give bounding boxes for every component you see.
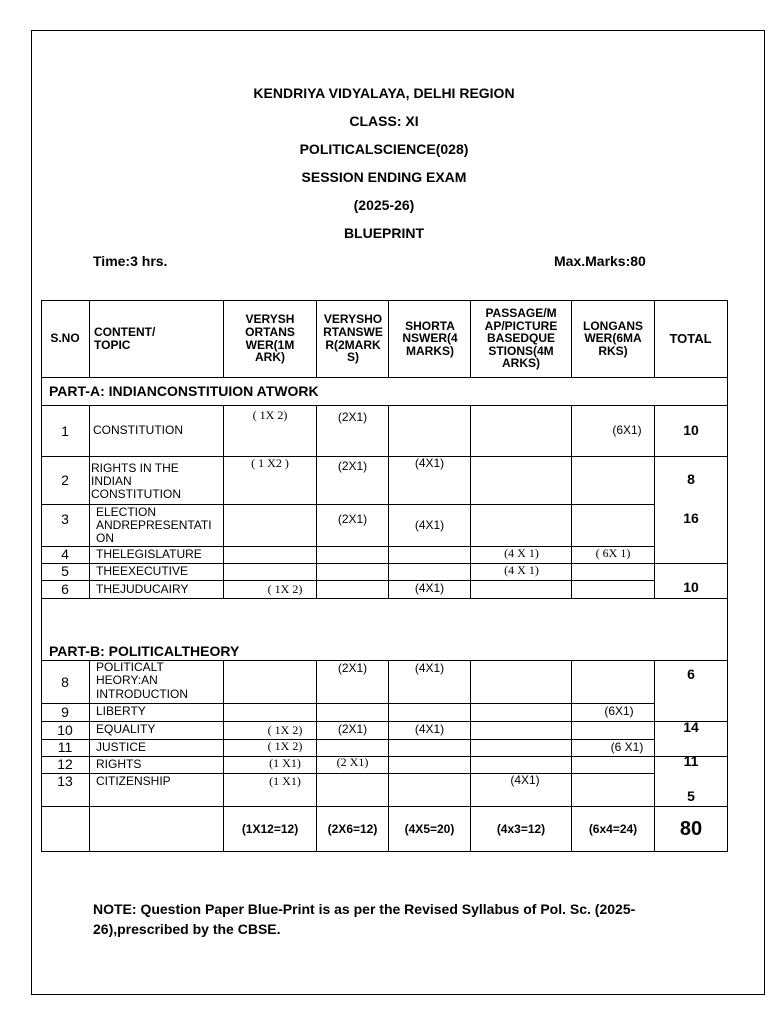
row-vsa2: (2 X1)	[336, 755, 369, 770]
row-passage: (4 X 1)	[504, 546, 539, 561]
total-cell: 14	[683, 718, 699, 735]
row-vsa1: ( 1X 2)	[252, 407, 288, 422]
row-vsa1: (1 X1)	[269, 756, 301, 771]
total-cell: 6	[687, 665, 695, 682]
row-vsa2: (2X1)	[337, 660, 368, 675]
total-cell: 10	[683, 578, 699, 595]
row-la: (6X1)	[612, 422, 642, 437]
summary-la: (6x4=24)	[588, 821, 638, 836]
class-label: CLASS: XI	[349, 113, 419, 129]
time-label: Time:3 hrs.	[93, 253, 168, 269]
doc-title: BLUEPRINT	[343, 225, 425, 241]
col-header-sa: SHORTA NSWER(4 MARKS)	[402, 318, 458, 358]
row-topic: EQUALITY	[96, 722, 156, 737]
row-topic: JUSTICE	[96, 739, 147, 754]
row-vsa2: (2X1)	[337, 511, 368, 526]
row-sa: (4X1)	[414, 455, 445, 470]
part-a-heading: PART-A: INDIANCONSTITUION ATWORK	[49, 383, 319, 399]
school-name: KENDRIYA VIDYALAYA, DELHI REGION	[253, 85, 515, 101]
col-header-total: TOTAL	[669, 330, 712, 346]
row-sno: 11	[57, 739, 73, 756]
row-sno: 10	[57, 721, 73, 738]
summary-vsa2: (2X6=12)	[327, 821, 378, 836]
row-sno: 8	[61, 673, 69, 690]
row-sa: (4X1)	[414, 581, 445, 596]
year-label: (2025-26)	[353, 197, 415, 213]
total-cell: 5	[687, 787, 695, 804]
row-sno: 6	[61, 581, 69, 598]
row-sa: (4X1)	[414, 721, 445, 736]
row-sno: 12	[57, 756, 73, 773]
row-topic: RIGHTS IN THE INDIAN CONSTITUTION	[91, 460, 181, 502]
row-topic: LIBERTY	[96, 704, 146, 719]
total-cell: 16	[683, 509, 699, 526]
row-la: (6 X1)	[610, 740, 644, 755]
row-sno: 2	[61, 472, 69, 489]
row-topic: CONSTITUTION	[93, 423, 183, 438]
summary-sa: (4X5=20)	[404, 821, 455, 836]
col-header-vsa2: VERYSHO RTANSWE R(2MARK S)	[323, 312, 383, 365]
row-sno: 4	[61, 546, 69, 563]
subject-label: POLITICALSCIENCE(028)	[299, 141, 469, 157]
row-vsa2: (2X1)	[337, 721, 368, 736]
row-topic: POLITICALT HEORY:AN INTRODUCTION	[96, 660, 188, 701]
total-cell: 11	[683, 752, 699, 769]
row-sa: (4X1)	[414, 660, 445, 675]
row-vsa1: ( 1X 2)	[267, 722, 303, 737]
blueprint-table	[41, 300, 728, 852]
row-sno: 5	[61, 563, 69, 580]
row-passage: (4X1)	[510, 773, 540, 788]
row-sno: 1	[61, 422, 69, 439]
col-header-vsa1: VERYSH ORTANS WER(1M ARK)	[245, 312, 295, 365]
row-topic: THELEGISLATURE	[96, 546, 202, 561]
row-passage: (4 X 1)	[504, 563, 539, 578]
row-topic: RIGHTS	[96, 756, 142, 771]
part-b-heading: PART-B: POLITICALTHEORY	[49, 643, 240, 659]
row-vsa1: (1 X1)	[269, 774, 301, 789]
row-la: (6X1)	[604, 703, 634, 718]
col-header-la: LONGANS WER(6MA RKS)	[583, 318, 643, 358]
row-topic: THEEXECUTIVE	[96, 563, 189, 578]
row-sno: 3	[61, 510, 69, 527]
col-header-sno: S.NO	[50, 331, 80, 346]
row-vsa2: (2X1)	[337, 409, 368, 424]
summary-vsa1: (1X12=12)	[241, 821, 299, 836]
total-cell: 8	[687, 470, 695, 487]
row-la: ( 6X 1)	[595, 546, 631, 561]
row-vsa1: ( 1X 2)	[267, 582, 303, 597]
row-vsa1: ( 1 X2 )	[251, 455, 289, 470]
row-sno: 13	[57, 773, 73, 790]
summary-passage: (4x3=12)	[496, 821, 546, 836]
max-marks-label: Max.Marks:80	[554, 253, 646, 269]
row-sa: (4X1)	[414, 517, 445, 532]
row-sno: 9	[61, 703, 69, 720]
total-cell: 10	[683, 421, 699, 438]
col-header-passage: PASSAGE/M AP/PICTURE BASEDQUE STIONS(4M ARKS)	[484, 306, 558, 371]
row-topic: CITIZENSHIP	[96, 773, 171, 788]
grand-total: 80	[679, 817, 703, 840]
row-vsa1: ( 1X 2)	[267, 739, 303, 754]
col-header-topic: CONTENT/ TOPIC	[94, 324, 156, 352]
row-topic: THEJUDUCAIRY	[96, 581, 189, 596]
row-topic: ELECTION ANDREPRESENTATI ON	[96, 504, 212, 546]
footer-note: NOTE: Question Paper Blue-Print is as per the Revised Syllabus of Pol. Sc. (2025-26),prescribed by the CBSE.	[93, 901, 636, 937]
exam-label: SESSION ENDING EXAM	[301, 169, 467, 185]
row-vsa2: (2X1)	[337, 458, 368, 473]
